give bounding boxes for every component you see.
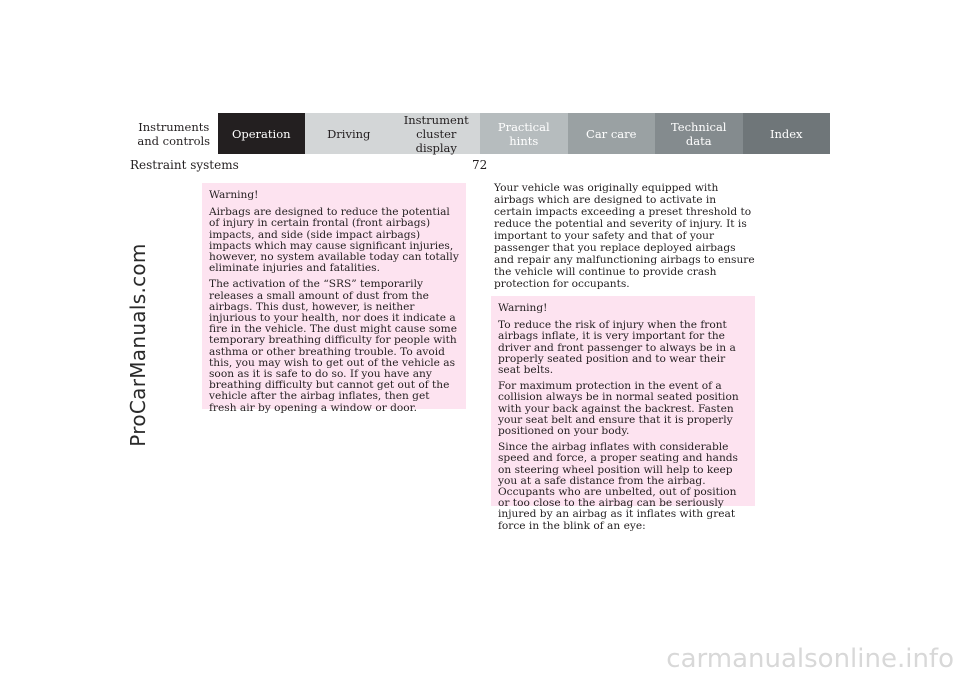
section-title: Restraint systems	[130, 158, 239, 172]
page-number: 72	[472, 158, 488, 172]
chapter-tab-bar	[130, 113, 830, 154]
warning-paragraph: Since the airbag inflates with considerable speed and force, a proper seating and hands on steering wheel position will help to keep you at a safe distance from the airbag. Occupants who are unbelted, out of position or too close to the airbag can be seriously injured by an airbag as it inflates with great force in the blink of an eye:	[498, 441, 738, 532]
tab-driving[interactable]: Driving	[305, 113, 393, 154]
tab-index[interactable]: Index	[743, 113, 831, 154]
warning-heading: Warning!	[209, 189, 259, 201]
airbag-intro-paragraph: Your vehicle was originally equipped with airbags which are designed to activate in certain impacts exceeding a preset threshold to reduce the potential and severity of injury. It is important to your safety and that of your passenger that you replace deployed airbags and repair any malfunctioning airbags to ensure the vehicle will continue to provide crash protection for occupants.	[494, 182, 755, 290]
tab-practical-hints[interactable]: Practical hints	[480, 113, 568, 154]
tab-operation[interactable]: Operation	[218, 113, 306, 154]
side-watermark: ProCarManuals.com	[126, 243, 150, 447]
tab-instrument-cluster-display[interactable]: Instrument cluster display	[393, 113, 481, 154]
warning-paragraph: For maximum protection in the event of a collision always be in normal seated position with your back against the backrest. Fasten your seat belt and ensure that it is properly positioned on your body.	[498, 380, 739, 438]
warning-heading: Warning!	[498, 302, 548, 314]
tab-technical-data[interactable]: Technical data	[655, 113, 743, 154]
tab-instruments-and-controls[interactable]: Instruments and controls	[130, 113, 218, 154]
tab-car-care[interactable]: Car care	[568, 113, 656, 154]
right-warning-box	[491, 296, 755, 532]
warning-paragraph: Airbags are designed to reduce the potential of injury in certain frontal (front airbags) impacts, and side (side impact airbags) impacts which may cause significant injuries, however, no system available today can totally eliminate injuries and fatalities.	[209, 206, 459, 275]
left-warning-box	[202, 183, 466, 414]
warning-paragraph: To reduce the risk of injury when the front airbags inflate, it is very important for the driver and front passenger to always be in a properly seated position and to wear their seat belts.	[498, 319, 736, 377]
bottom-watermark: carmanualsonline.info	[666, 644, 954, 674]
warning-paragraph: The activation of the “SRS” temporarily releases a small amount of dust from the airbags. This dust, however, is neither injurious to your health, nor does it indicate a fire in the vehicle. The dust might cause some temporary breathing difficulty for people with asthma or other breathing trouble. To avoid this, you may wish to get out of the vehicle as soon as it is safe to do so. If you have any breathing difficulty but cannot get out of the vehicle after the airbag inflates, then get fresh air by opening a window or door.	[209, 278, 457, 414]
